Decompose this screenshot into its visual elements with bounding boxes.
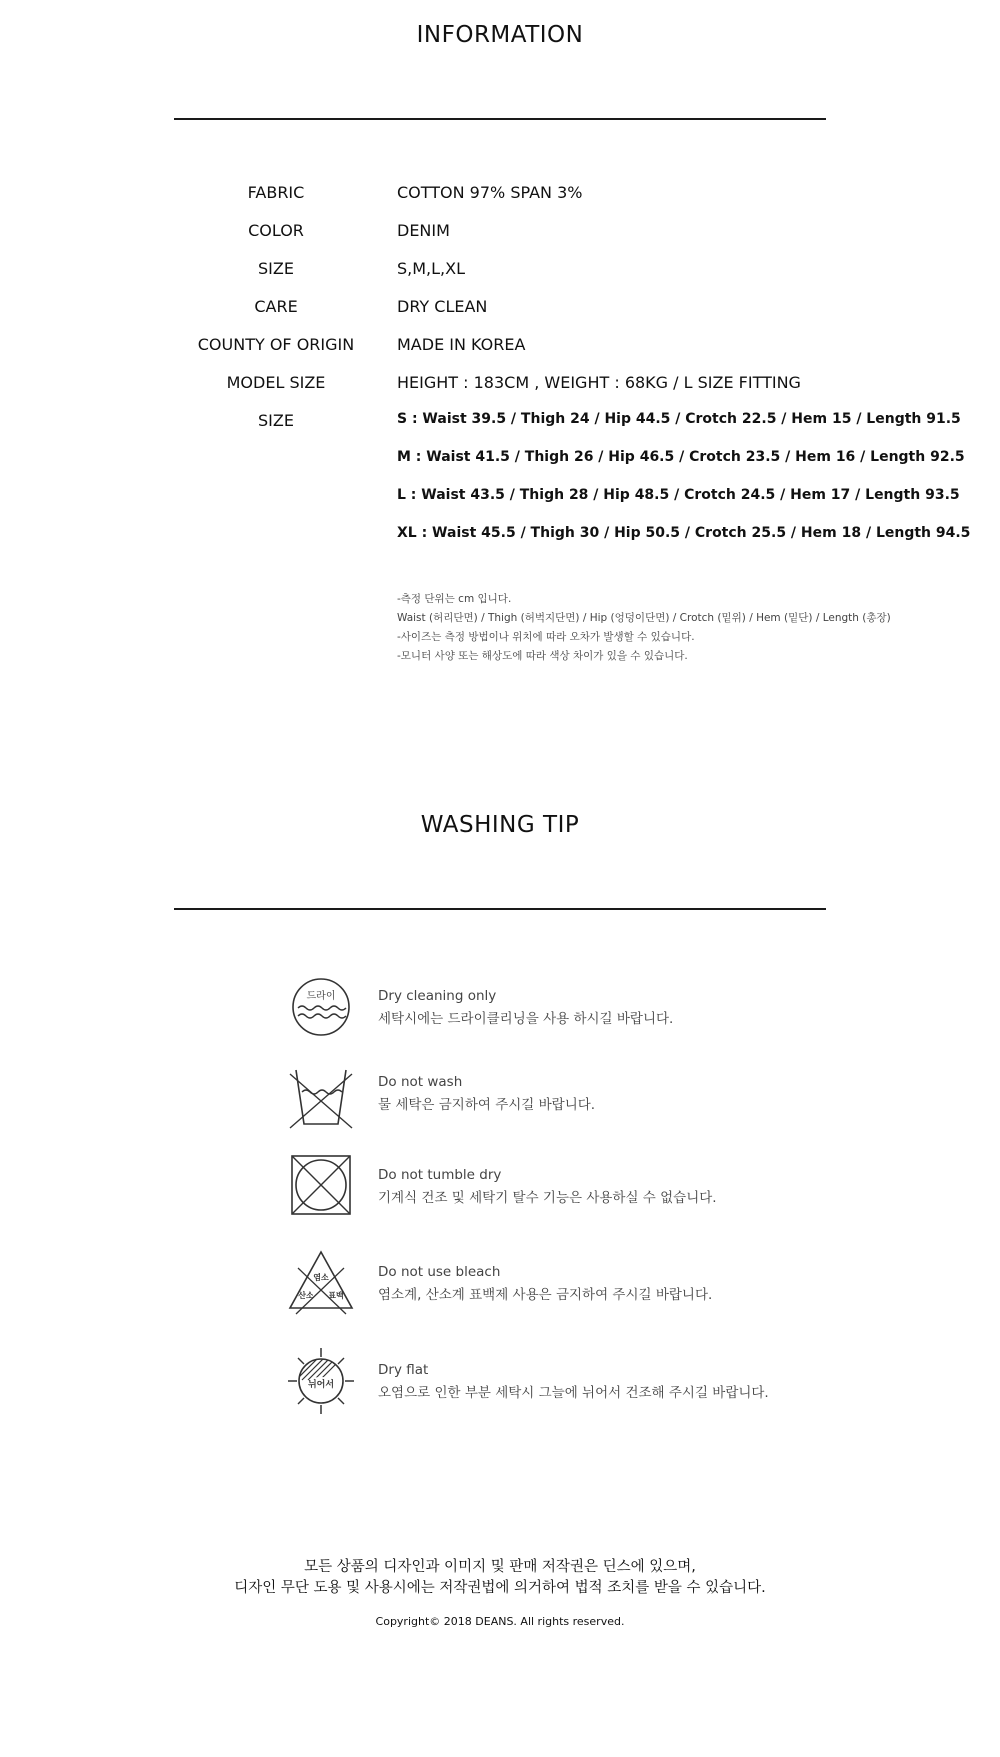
wash-label-no-bleach: Do not use bleach xyxy=(378,1264,501,1280)
wash-label-dry-clean: Dry cleaning only xyxy=(378,988,497,1004)
wash-label-no-wash: Do not wash xyxy=(378,1074,463,1090)
svg-text:드라이: 드라이 xyxy=(306,991,336,1002)
measure-note: Waist (허리단면) / Thigh (허벅지단면) / Hip (엉덩이단면) / Crotch (밑위) / Hem (밑단) / Length (총장) xyxy=(397,612,891,624)
info-label-model-size: MODEL SIZE xyxy=(226,373,326,392)
info-value-care: DRY CLEAN xyxy=(397,297,488,316)
wash-desc-dry-clean: 세탁시에는 드라이클리닝을 사용 하시길 바랍니다. xyxy=(378,1011,674,1027)
info-value-size: S,M,L,XL xyxy=(397,259,466,278)
info-value-origin: MADE IN KOREA xyxy=(397,335,526,354)
info-value-fabric: COTTON 97% SPAN 3% xyxy=(397,183,583,202)
svg-text:산소: 산소 xyxy=(298,1291,314,1300)
size-row-m: M : Waist 41.5 / Thigh 26 / Hip 46.5 / Crotch 23.5 / Hem 16 / Length 92.5 xyxy=(397,449,965,465)
wash-desc-no-tumble: 기계식 건조 및 세탁기 탈수 기능은 사용하실 수 없습니다. xyxy=(378,1190,717,1206)
washing-title: WASHING TIP xyxy=(420,812,580,838)
wash-desc-dry-flat: 오염으로 인한 부분 세탁시 그늘에 뉘어서 건조해 주시길 바랍니다. xyxy=(378,1385,769,1401)
info-value-model-size: HEIGHT : 183CM , WEIGHT : 68KG / L SIZE FITTING xyxy=(397,373,801,392)
wash-label-dry-flat: Dry flat xyxy=(378,1362,429,1378)
wash-desc-no-bleach: 염소계, 산소계 표백제 사용은 금지하여 주시길 바랍니다. xyxy=(378,1287,713,1303)
size-row-l: L : Waist 43.5 / Thigh 28 / Hip 48.5 / Crotch 24.5 / Hem 17 / Length 93.5 xyxy=(397,487,960,503)
info-label-size: SIZE xyxy=(258,259,294,278)
svg-text:표백: 표백 xyxy=(328,1291,344,1300)
copyright-line: Copyright© 2018 DEANS. All rights reserved. xyxy=(375,1615,625,1628)
dry-clean-icon xyxy=(286,972,356,1042)
svg-text:뉘어서: 뉘어서 xyxy=(307,1380,335,1390)
information-divider xyxy=(174,118,826,120)
dry-flat-icon xyxy=(286,1346,356,1416)
washing-divider xyxy=(174,908,826,910)
size-row-s: S : Waist 39.5 / Thigh 24 / Hip 44.5 / Crotch 22.5 / Hem 15 / Length 91.5 xyxy=(397,411,961,427)
do-not-wash-icon xyxy=(286,1062,356,1132)
copyright-notice-line2: 디자인 무단 도용 및 사용시에는 저작권법에 의거하여 법적 조치를 받을 수 있습니다. xyxy=(234,1580,766,1596)
do-not-bleach-icon xyxy=(286,1246,356,1316)
information-title: INFORMATION xyxy=(416,22,584,48)
info-label-color: COLOR xyxy=(248,221,304,240)
info-label-size-chart: SIZE xyxy=(258,411,294,430)
measure-note: -사이즈는 측정 방법이나 위치에 따라 오차가 발생할 수 있습니다. xyxy=(397,631,695,643)
size-row-xl: XL : Waist 45.5 / Thigh 30 / Hip 50.5 / Crotch 25.5 / Hem 18 / Length 94.5 xyxy=(397,525,971,541)
info-value-color: DENIM xyxy=(397,221,450,240)
copyright-notice-line1: 모든 상품의 디자인과 이미지 및 판매 저작권은 딘스에 있으며, xyxy=(304,1559,696,1575)
info-label-care: CARE xyxy=(254,297,298,316)
measure-note: -측정 단위는 cm 입니다. xyxy=(397,593,512,605)
info-label-origin: COUNTY OF ORIGIN xyxy=(197,335,355,354)
do-not-tumble-dry-icon xyxy=(286,1150,356,1220)
measure-note: -모니터 사양 또는 해상도에 따라 색상 차이가 있을 수 있습니다. xyxy=(397,650,688,662)
wash-desc-no-wash: 물 세탁은 금지하여 주시길 바랍니다. xyxy=(378,1097,596,1113)
svg-text:염소: 염소 xyxy=(313,1273,329,1282)
info-label-fabric: FABRIC xyxy=(247,183,305,202)
wash-label-no-tumble: Do not tumble dry xyxy=(378,1167,502,1183)
